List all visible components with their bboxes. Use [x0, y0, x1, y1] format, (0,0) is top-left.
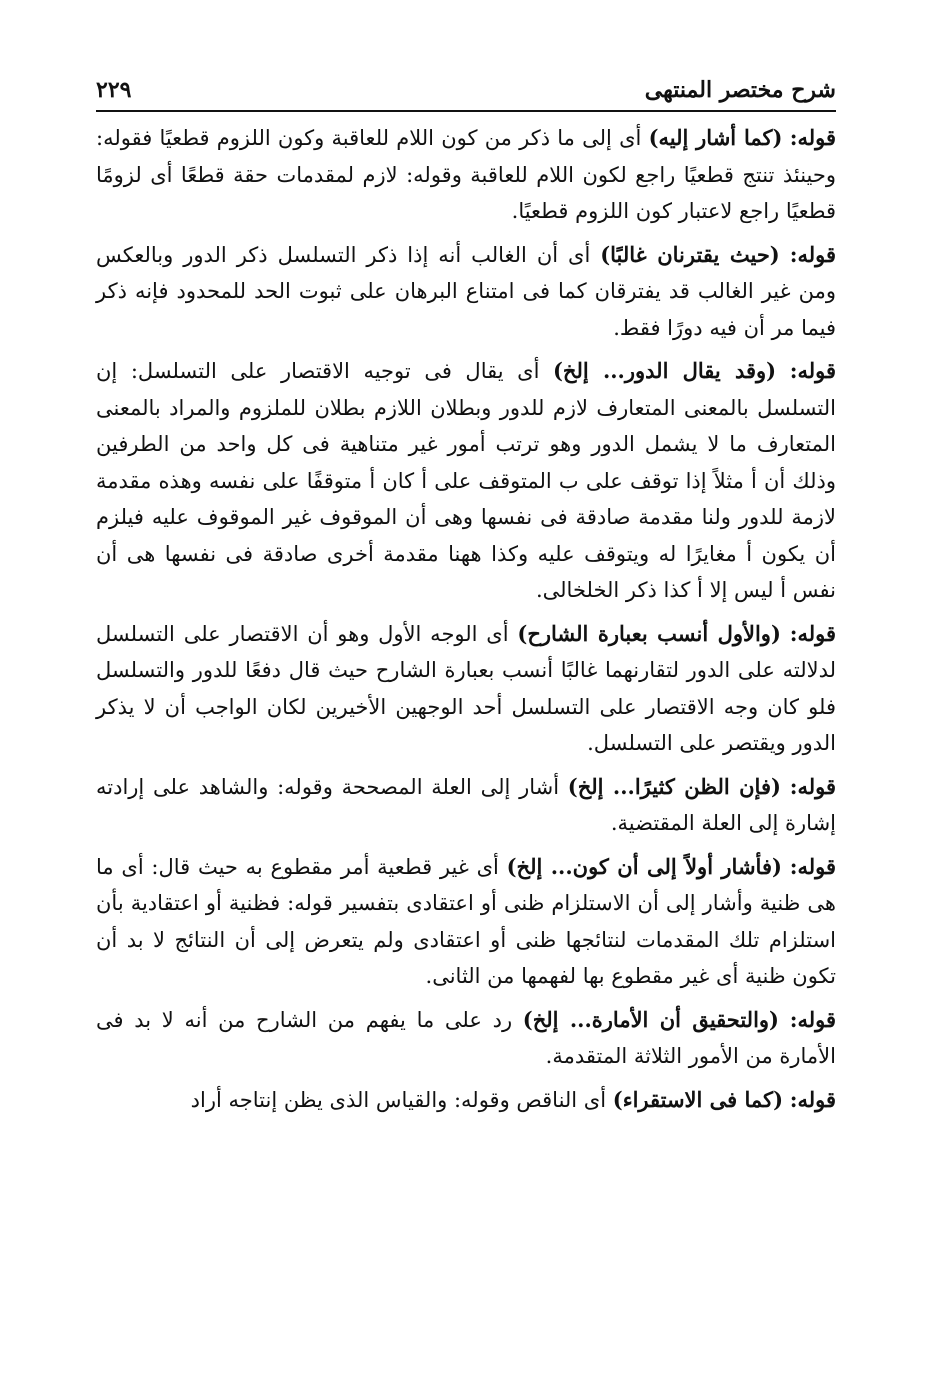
qawluh-marker: قوله:	[789, 1006, 836, 1032]
commentary-paragraph	[96, 769, 836, 842]
commentary-paragraph	[96, 616, 836, 762]
page-number: ٢٢٩	[96, 77, 132, 103]
qawluh-marker: قوله:	[789, 241, 836, 267]
qawluh-marker: قوله:	[789, 773, 836, 799]
qawluh-marker: قوله:	[789, 1086, 836, 1112]
paragraph-text: أى أن الغالب أنه إذا ذكر التسلسل ذكر الدور وبالعكس ومن غير الغالب قد يفترقان كما فى امتناع البرهان على ثبوت الحد للمحدود فإنه ذكر فيما مر أن فيه دورًا فقط.	[96, 242, 836, 340]
paragraph-text: رد على ما يفهم من الشارح من أنه لا بد فى الأمارة من الأمور الثلاثة المتقدمة.	[96, 1007, 836, 1068]
lemma-quote: (كما أشار إليه)	[648, 125, 783, 150]
commentary-paragraph	[96, 849, 836, 995]
qawluh-marker: قوله:	[789, 620, 836, 646]
paragraph-text: أى الناقص وقوله: والقياس الذى يظن إنتاجه أراد	[190, 1087, 613, 1112]
running-title: شرح مختصر المنتهى	[644, 77, 836, 103]
qawluh-marker: قوله:	[789, 358, 836, 383]
header-divider	[96, 110, 836, 112]
commentary-paragraph	[96, 1002, 836, 1075]
lemma-quote: (فإن الظن كثيرًا... إلخ)	[567, 773, 781, 799]
qawluh-marker: قوله:	[789, 853, 836, 879]
lemma-quote: (حيث يقترنان غالبًا)	[600, 241, 780, 267]
lemma-quote: (وقد يقال الدور... إلخ)	[553, 358, 777, 383]
running-header	[96, 72, 836, 104]
paragraph-text: أشار إلى العلة المصححة وقوله: والشاهد على إرادته إشارة إلى العلة المقتضية.	[96, 774, 836, 835]
commentary-body	[96, 120, 836, 1125]
commentary-paragraph	[96, 120, 836, 230]
lemma-quote: (فأشار أولاً إلى أن كون... إلخ)	[506, 853, 782, 879]
paragraph-text: أى يقال فى توجيه الاقتصار على التسلسل: إن التسلسل بالمعنى المتعارف لازم للدور وبطلان اللازم بطلان للملزوم والمراد بالمعنى المتعارف ما لا يشمل الدور وهو ترتب أمور غير متناهية فى كل واحد من الطرفين وذلك أن أ مثلاً إذا توقف على ب المتوقف على أ كان أ متوقفًا على نفسه وهذه مقدمة لازمة للدور ولنا مقدمة صادقة فى نفسها وهى أن الموقوف غير الموقوف عليه فيلزم أن يكون أ مغايرًا له ويتوقف عليه وكذا ههنا مقدمة أخرى صادقة فى نفسها هى أن نفس أ ليس إلا أ كذا ذكر الخلخالى.	[96, 359, 836, 602]
lemma-quote: (كما فى الاستقراء)	[612, 1086, 784, 1112]
paragraph-text: أى غير قطعية أمر مقطوع به حيث قال: أى ما هى ظنية وأشار إلى أن الاستلزام ظنى أو اعتقادى بتفسير قوله: فظنية أو اعتقادية بأن استلزام تلك المقدمات لنتائجها ظنى أو اعتقادى ولم يتعرض إلى أن النتائج لا بد أن تكون ظنية أى غير مقطوع بها لفهمها من الثانى.	[96, 854, 836, 988]
paragraph-text: أى إلى ما ذكر من كون اللام للعاقبة وكون اللزوم قطعيًا فقوله: وحينئذ تنتج قطعيًا راجع لكون اللام للعاقبة وقوله: لازم لمقدمات حقة قطعًا أى لزومًا قطعيًا راجع لاعتبار كون اللزوم قطعيًا.	[96, 126, 836, 223]
commentary-paragraph	[96, 353, 836, 609]
lemma-quote: (والأول أنسب بعبارة الشارح)	[517, 620, 781, 646]
lemma-quote: (والتحقيق أن الأمارة... إلخ)	[522, 1006, 779, 1032]
qawluh-marker: قوله:	[789, 125, 836, 150]
paragraph-text: أى الوجه الأول وهو أن الاقتصار على التسلسل لدلالته على الدور لتقارنهما غالبًا أنسب بعبارة الشارح حيث قال دفعًا للدور والتسلسل فلو كان وجه الاقتصار على التسلسل أحد الوجهين الأخيرين لكان الواجب أن لا يذكر الدور ويقتصر على التسلسل.	[96, 621, 836, 755]
commentary-paragraph	[96, 237, 836, 347]
commentary-paragraph	[96, 1082, 836, 1119]
